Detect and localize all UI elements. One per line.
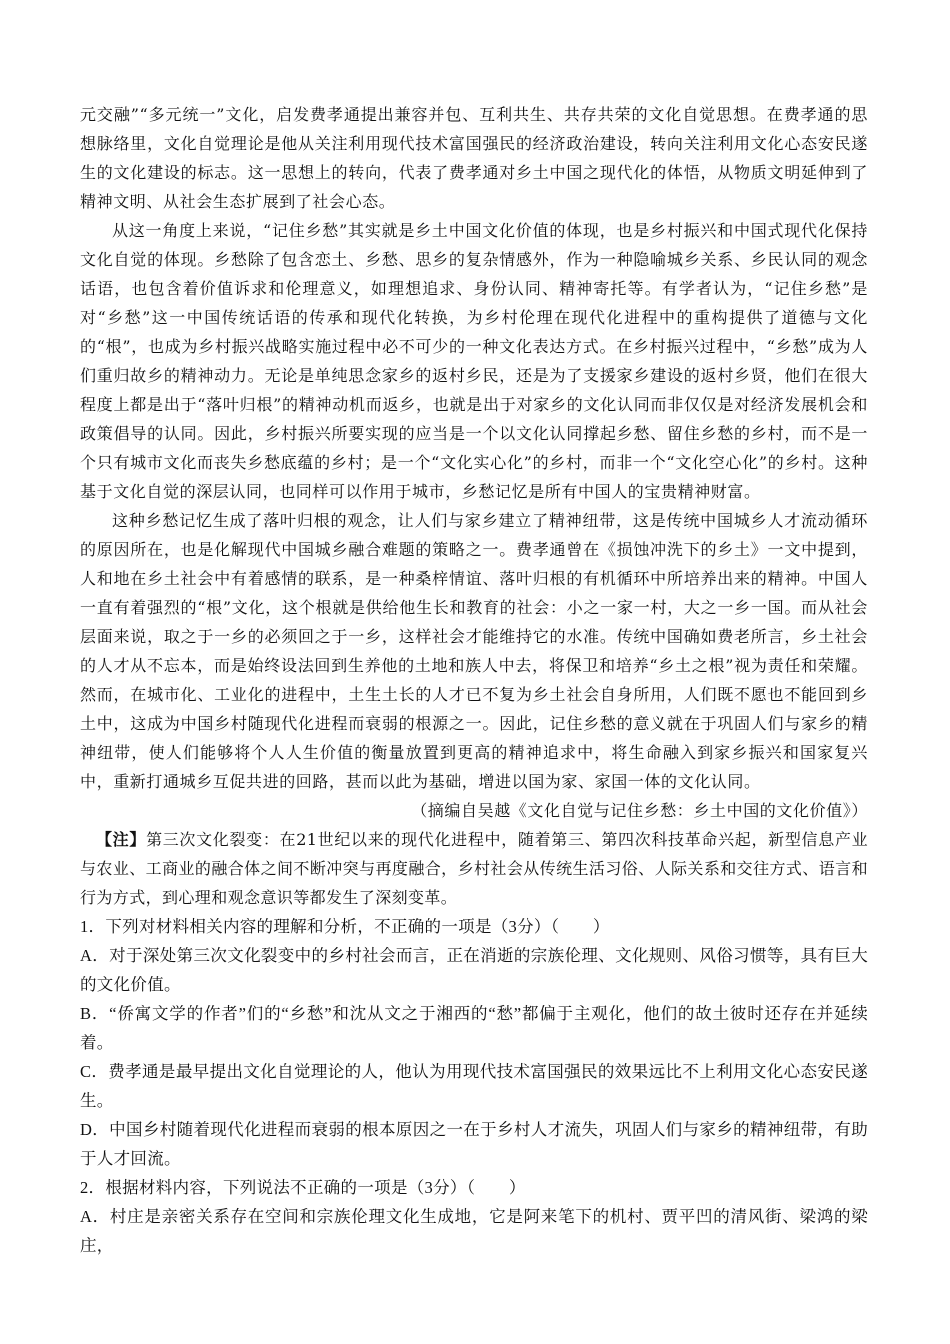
article-paragraph-3: 这种乡愁记忆生成了落叶归根的观念，让人们与家乡建立了精神纽带，这是传统中国城乡人才流动循环的原因所在，也是化解现代中国城乡融合难题的策略之一。费孝通曾在《损蚀冲洗下的乡土》一文中提到，人和地在乡土社会中有着感情的联系，是一种桑梓情谊、落叶归根的有机循环中所培养出来的精神。中国人一直有着强烈的“根”文化，这个根就是供给他生长和教育的社会：小之一家一村，大之一乡一国。而从社会层面来说，取之于一乡的必须回之于一乡，这样社会才能维持它的水准。传统中国确如费老所言，乡土社会的人才从不忘本，而是始终设法回到生养他的土地和族人中去，将保卫和培养“乡土之根”视为责任和荣耀。然而，在城市化、工业化的进程中，土生土长的人才已不复为乡土社会自身所用，人们既不愿也不能回到乡土中，这成为中国乡村随现代化进程而衰弱的根源之一。因此，记住乡愁的意义就在于巩固人们与家乡的精神纽带，使人们能够将个人人生价值的衡量放置到更高的精神追求中，将生命融入到家乡振兴和国家复兴中，重新打通城乡互促共进的回路，甚而以此为基础，增进以国为家、家国一体的文化认同。 — [80, 511, 868, 791]
note-text: 第三次文化裂变：在21世纪以来的现代化进程中，随着第三、第四次科技革命兴起，新型信息产业与农业、工商业的融合体之间不断冲突与再度融合，乡村社会从传统生活习俗、人际关系和交往方式、语言和行为方式，到心理和观念意识等都发生了深刻变革。 — [80, 830, 868, 907]
question-1-stem: 1．下列对材料相关内容的理解和分析，不正确的一项是（3分）（ ） — [80, 917, 610, 936]
question-2-option-a: A．村庄是亲密关系存在空间和宗族伦理文化生成地，它是阿来笔下的机村、贾平凹的清风街、梁鸿的梁庄， — [80, 1207, 868, 1255]
article-paragraph-2: 从这一角度上来说，“记住乡愁”其实就是乡土中国文化价值的体现，也是乡村振兴和中国式现代化保持文化自觉的体现。乡愁除了包含恋土、乡愁、思乡的复杂情感外，作为一种隐喻城乡关系、乡民认同的观念话语，也包含着价值诉求和伦理意义，如理想追求、身份认同、精神寄托等。有学者认为，“记住乡愁”是对“乡愁”这一中国传统话语的传承和现代化转换，为乡村伦理在现代化进程中的重构提供了道德与文化的“根”，也成为乡村振兴战略实施过程中必不可少的一种文化表达方式。在乡村振兴过程中，“乡愁”成为人们重归故乡的精神动力。无论是单纯思念家乡的返村乡民，还是为了支援家乡建设的返村乡贤，他们在很大程度上都是出于“落叶归根”的精神动机而返乡，也就是出于对家乡的文化认同而非仅仅是对经济发展机会和政策倡导的认同。因此，乡村振兴所要实现的应当是一个以文化认同撑起乡愁、留住乡愁的乡村，而不是一个只有城市文化而丧失乡愁底蕴的乡村；是一个“文化实心化”的乡村，而非一个“文化空心化”的乡村。这种基于文化自觉的深层认同，也同样可以作用于城市，乡愁记忆是所有中国人的宝贵精神财富。 — [80, 221, 868, 501]
question-1-option-b: B．“侨寓文学的作者”们的“乡愁”和沈从文之于湘西的“愁”都偏于主观化，他们的故土彼时还存在并延续着。 — [80, 1004, 868, 1052]
question-1-option-a: A．对于深处第三次文化裂变中的乡村社会而言，正在消逝的宗族伦理、文化规则、风俗习惯等，具有巨大的文化价值。 — [80, 946, 868, 994]
document-page — [80, 100, 868, 1260]
article-paragraph-1: 元交融”“多元统一”文化，启发费孝通提出兼容并包、互利共生、共存共荣的文化自觉思想。在费孝通的思想脉络里，文化自觉理论是他从关注利用现代技术富国强民的经济政治建设，转向关注利用文化心态安民遂生的文化建设的标志。这一思想上的转向，代表了费孝通对乡土中国之现代化的体悟，从物质文明延伸到了精神文明、从社会生态扩展到了社会心态。 — [80, 105, 868, 211]
article-source: （摘编自吴越《文化自觉与记住乡愁：乡土中国的文化价值》） — [411, 801, 868, 820]
question-list — [80, 912, 868, 1260]
question-1-option-c: C．费孝通是最早提出文化自觉理论的人，他认为用现代技术富国强民的效果远比不上利用文化心态安民遂生。 — [80, 1062, 868, 1110]
question-2-stem: 2．根据材料内容，下列说法不正确的一项是（3分）（ ） — [80, 1178, 526, 1197]
article-note — [80, 825, 868, 912]
question-1-option-d: D．中国乡村随着现代化进程而衰弱的根本原因之一在于乡村人才流失，巩固人们与家乡的精神纽带，有助于人才回流。 — [80, 1120, 868, 1168]
note-label: 【注】 — [96, 830, 147, 849]
